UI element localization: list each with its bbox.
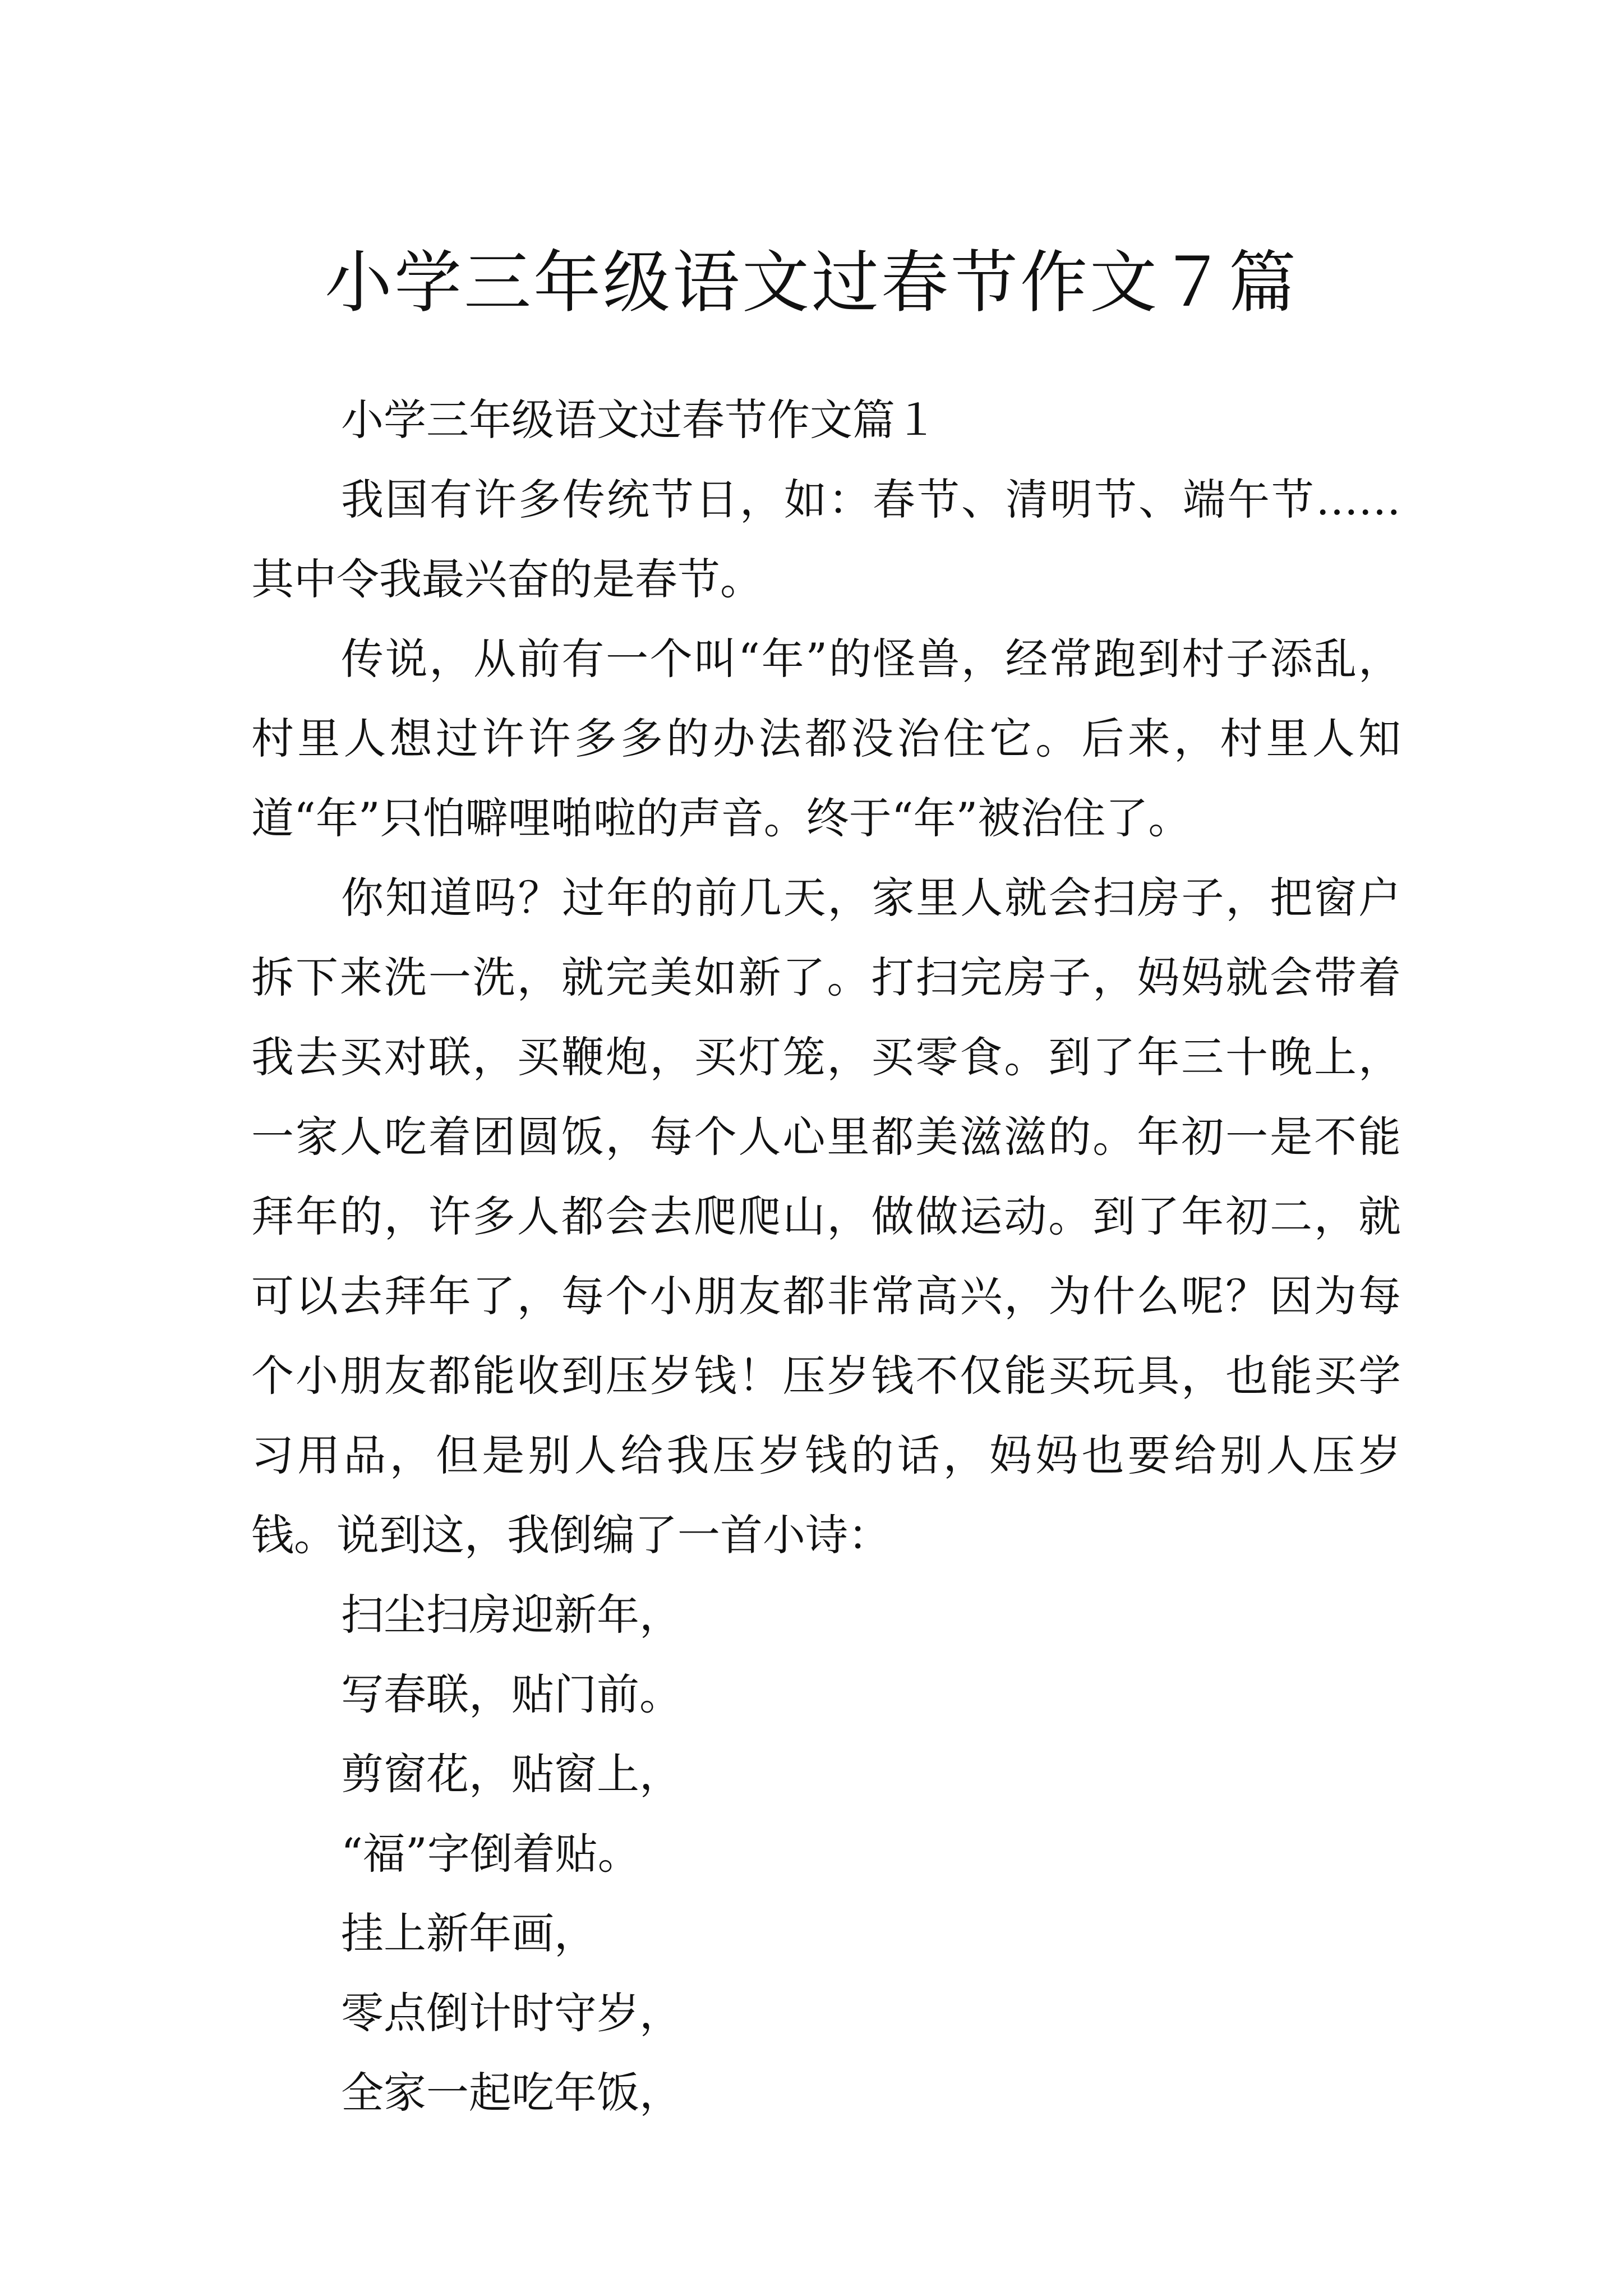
poem-line: 挂上新年画， [341, 1908, 597, 1958]
poem-line: 剪窗花，贴窗上， [341, 1749, 682, 1799]
paragraph-3: 你知道吗？过年的前几天，家里人就会扫房子，把窗户拆下来洗一洗，就完美如新了。打扫完房子，妈妈就会带着我去买对联，买鞭炮，买灯笼，买零食。到了年三十晚上，一家人吃着团圆饭，每个人心里都美滋滋的。年初一是不能拜年的，许多人都会去爬爬山，做做运动。到了年初二，就可以去拜年了，每个小朋友都非常高兴，为什么呢？因为每个小朋友都能收到压岁钱！压岁钱不仅能买玩具，也能买学习用品，但是别人给我压岁钱的话，妈妈也要给别人压岁钱。说到这，我倒编了一首小诗： [251, 873, 1401, 1560]
paragraph-1: 我国有许多传统节日，如：春节、清明节、端午节……其中令我最兴奋的是春节。 [251, 475, 1401, 604]
poem-line: 零点倒计时守岁， [341, 1988, 682, 2038]
section-heading: 小学三年级语文过春节作文篇１ [341, 395, 938, 445]
poem [251, 1575, 1401, 2133]
poem-line: 扫尘扫房迎新年， [341, 1590, 682, 1640]
document-body [251, 380, 1401, 2133]
document-title: 小学三年级语文过春节作文７篇 [325, 244, 1298, 323]
poem-line: 写春联，贴门前。 [341, 1669, 682, 1719]
poem-line: “福”字倒着贴。 [341, 1829, 640, 1879]
paragraph-2: 传说，从前有一个叫“年”的怪兽，经常跑到村子添乱，村里人想过许许多多的办法都没治住它。后来，村里人知道“年”只怕噼哩啪啦的声音。终于“年”被治住了。 [251, 634, 1401, 843]
poem-line: 全家一起吃年饭， [341, 2068, 682, 2118]
